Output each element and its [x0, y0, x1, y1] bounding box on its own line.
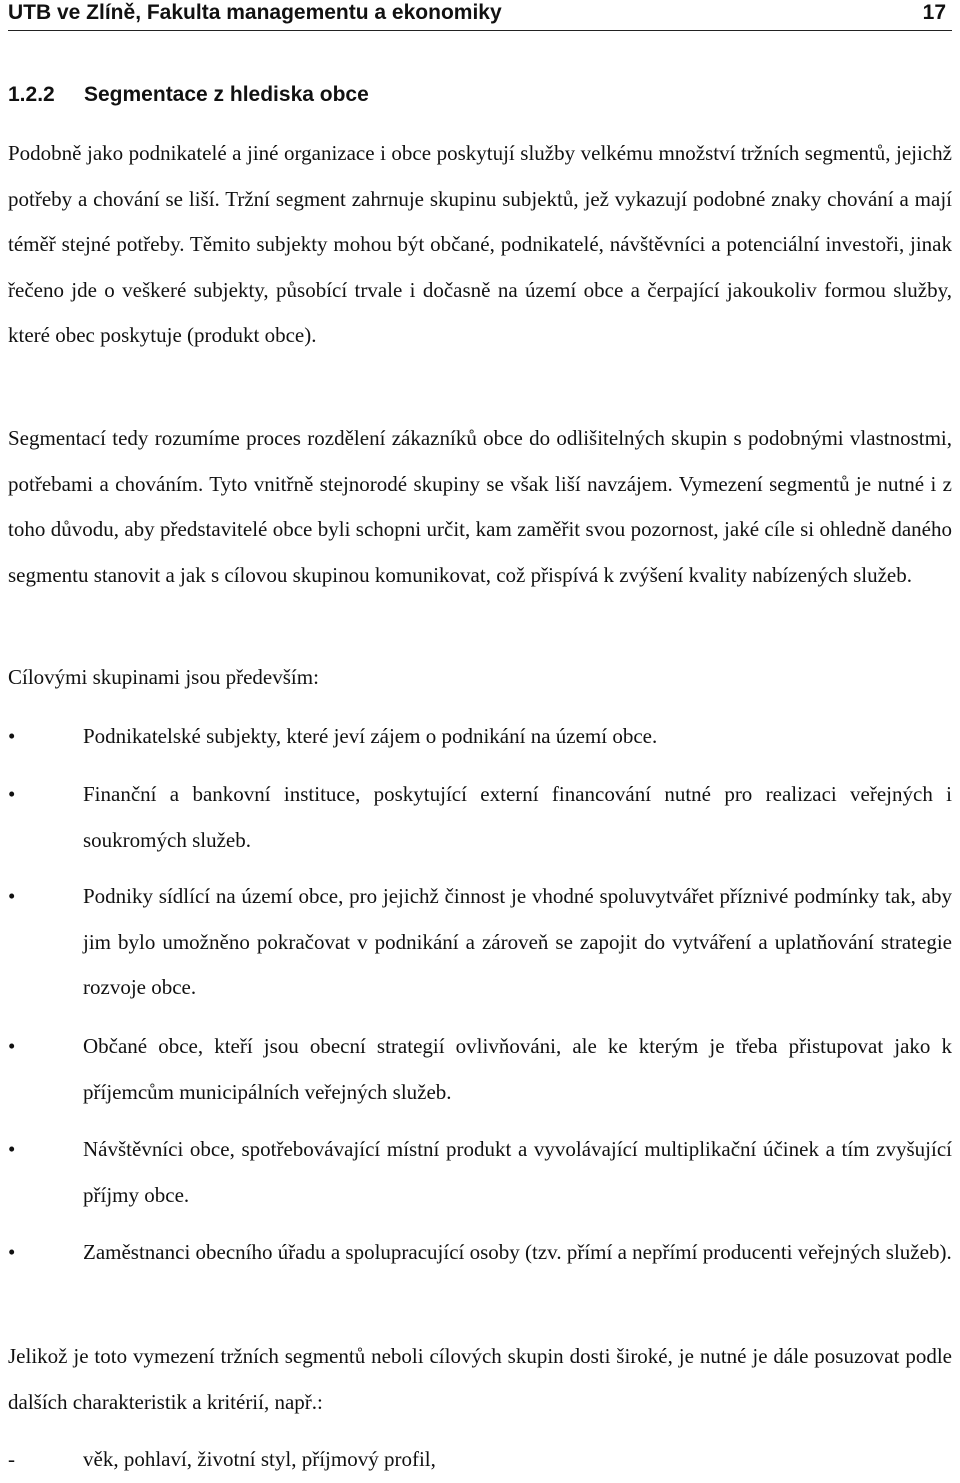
bullet-text: Podnikatelské subjekty, které jeví zájem o podnikání na území obce.	[83, 724, 658, 748]
bullet-item	[8, 772, 952, 863]
bullet-text: Občané obce, kteří jsou obecní strategií ovlivňováni, ale ke kterým je třeba přistupovat jako k příjemcům municipálních veřejných služeb.	[83, 1034, 952, 1104]
bullet-marker: •	[8, 782, 16, 806]
bullet-text: Podniky sídlící na území obce, pro jejichž činnost je vhodné spoluvytvářet příznivé podmínky tak, aby jim bylo umožněno pokračovat v podnikání a zároveň se zapojit do vytváření a uplatňování strategie rozvoje obce.	[83, 884, 952, 999]
paragraph-target-groups-intro: Cílovými skupinami jsou především:	[8, 665, 319, 689]
bullet-item	[8, 1230, 952, 1276]
bullet-item	[8, 1024, 952, 1115]
bullet-marker: •	[8, 1240, 16, 1264]
dash-text: věk, pohlaví, životní styl, příjmový profil,	[83, 1447, 436, 1471]
header-title: UTB ve Zlíně, Fakulta managementu a ekonomiky	[8, 1, 502, 24]
bullet-item	[8, 874, 952, 1011]
bullet-text: Finanční a bankovní instituce, poskytující externí financování nutné pro realizaci veřejných i soukromých služeb.	[83, 782, 952, 852]
section-title: Segmentace z hlediska obce	[84, 83, 369, 106]
bullet-marker: •	[8, 884, 16, 908]
paragraph-segmentation: Segmentací tedy rozumíme proces rozdělení zákazníků obce do odlišitelných skupin s podobnými vlastnostmi, potřebami a chováním. Tyto vnitřně stejnorodé skupiny se však liší navzájem. Vymezení segmentů je nutné i z toho důvodu, aby představitelé obce byli schopni určit, kam zaměřit svou pozornost, jaké cíle si ohledně daného segmentu stanovit a jak s cílovou skupinou komunikovat, což přispívá k zvýšení kvality nabízených služeb.	[8, 426, 952, 587]
section-heading	[8, 83, 369, 107]
bullet-marker: •	[8, 724, 16, 748]
bullet-marker: •	[8, 1137, 16, 1161]
bullet-text: Zaměstnanci obecního úřadu a spolupracující osoby (tzv. přímí a nepřímí producenti veřejných služeb).	[83, 1240, 952, 1264]
bullet-item	[8, 1127, 952, 1218]
dash-item	[8, 1437, 952, 1483]
paragraph-intro: Podobně jako podnikatelé a jiné organizace i obce poskytují služby velkému množství tržních segmentů, jejichž potřeby a chování se liší. Tržní segment zahrnuje skupinu subjektů, jež vykazují podobné znaky chování a mají téměř stejné potřeby. Těmito subjekty mohou být občané, podnikatelé, návštěvníci a potenciální investoři, jinak řečeno jde o veškeré subjekty, působící trvale i dočasně na území obce a čerpající jakoukoliv formou služby, které obec poskytuje (produkt obce).	[8, 141, 952, 347]
bullet-marker: •	[8, 1034, 16, 1058]
paragraph-further-criteria: Jelikož je toto vymezení tržních segmentů neboli cílových skupin dosti široké, je nutné je dále posuzovat podle dalších charakteristik a kritérií, např.:	[8, 1344, 952, 1414]
bullet-item	[8, 714, 952, 760]
section-number: 1.2.2	[8, 83, 55, 106]
page-header	[8, 0, 952, 31]
dash-marker: -	[8, 1447, 15, 1471]
bullet-text: Návštěvníci obce, spotřebovávající místní produkt a vyvolávající multiplikační účinek a tím zvyšující příjmy obce.	[83, 1137, 952, 1207]
page-number: 17	[922, 1, 946, 24]
